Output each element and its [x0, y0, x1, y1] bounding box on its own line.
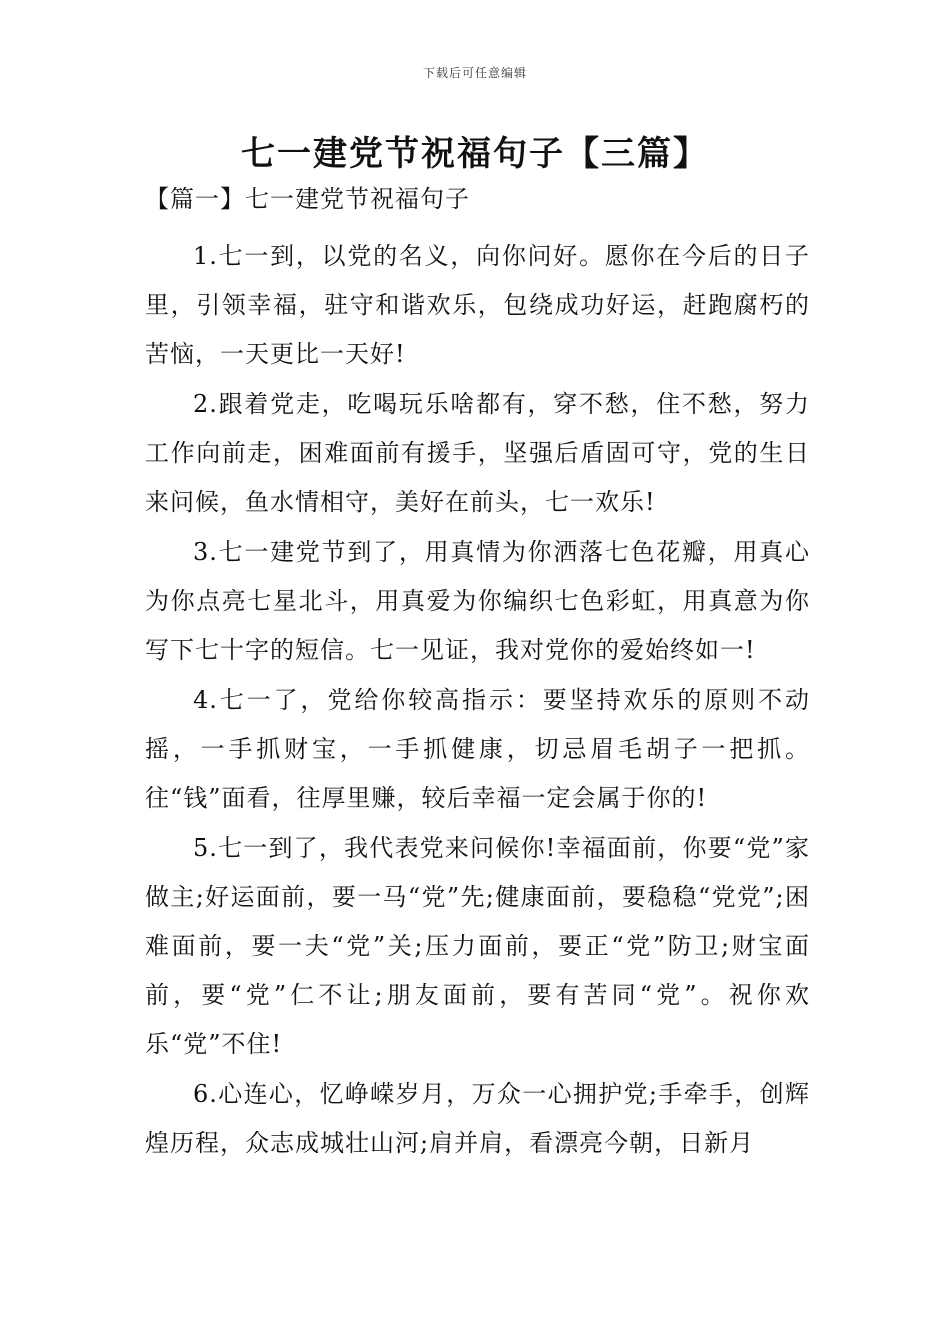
paragraph-5: 5.七一到了，我代表党来问候你!幸福面前，你要“党”家做主;好运面前，要一马“党”先;健康面前，要稳稳“党党”;困难面前，要一夫“党”关;压力面前，要正“党”防卫;财宝面前，要“党”仁不让;朋友面前，要有苦同“党”。祝你欢乐“党”不住!: [145, 834, 810, 1058]
paragraph-6: 6.心连心，忆峥嵘岁月，万众一心拥护党;手牵手，创辉煌历程，众志成城壮山河;肩并肩，看漂亮今朝，日新月: [145, 1080, 810, 1157]
header-note: 下载后可任意编辑: [422, 66, 527, 80]
paragraph-4: 4.七一了，党给你较高指示：要坚持欢乐的原则不动摇，一手抓财宝，一手抓健康，切忌眉毛胡子一把抓。往“钱”面看，往厚里赚，较后幸福一定会属于你的!: [145, 686, 810, 812]
paragraph-3: 3.七一建党节到了，用真情为你洒落七色花瓣，用真心为你点亮七星北斗，用真爱为你编织七色彩虹，用真意为你写下七十字的短信。七一见证，我对党你的爱始终如一!: [145, 538, 810, 664]
section-heading: 【篇一】七一建党节祝福句子: [145, 185, 470, 213]
paragraph-1: 1.七一到，以党的名义，向你问好。愿你在今后的日子里，引领幸福，驻守和谐欢乐，包绕成功好运，赶跑腐朽的苦恼，一天更比一天好!: [145, 242, 810, 368]
paragraph-2: 2.跟着党走，吃喝玩乐啥都有，穿不愁，住不愁，努力工作向前走，困难面前有援手，坚强后盾固可守，党的生日来问候，鱼水情相守，美好在前头，七一欢乐!: [145, 390, 810, 516]
document-title: 七一建党节祝福句子【三篇】: [241, 134, 709, 174]
document-body: [145, 182, 810, 1169]
